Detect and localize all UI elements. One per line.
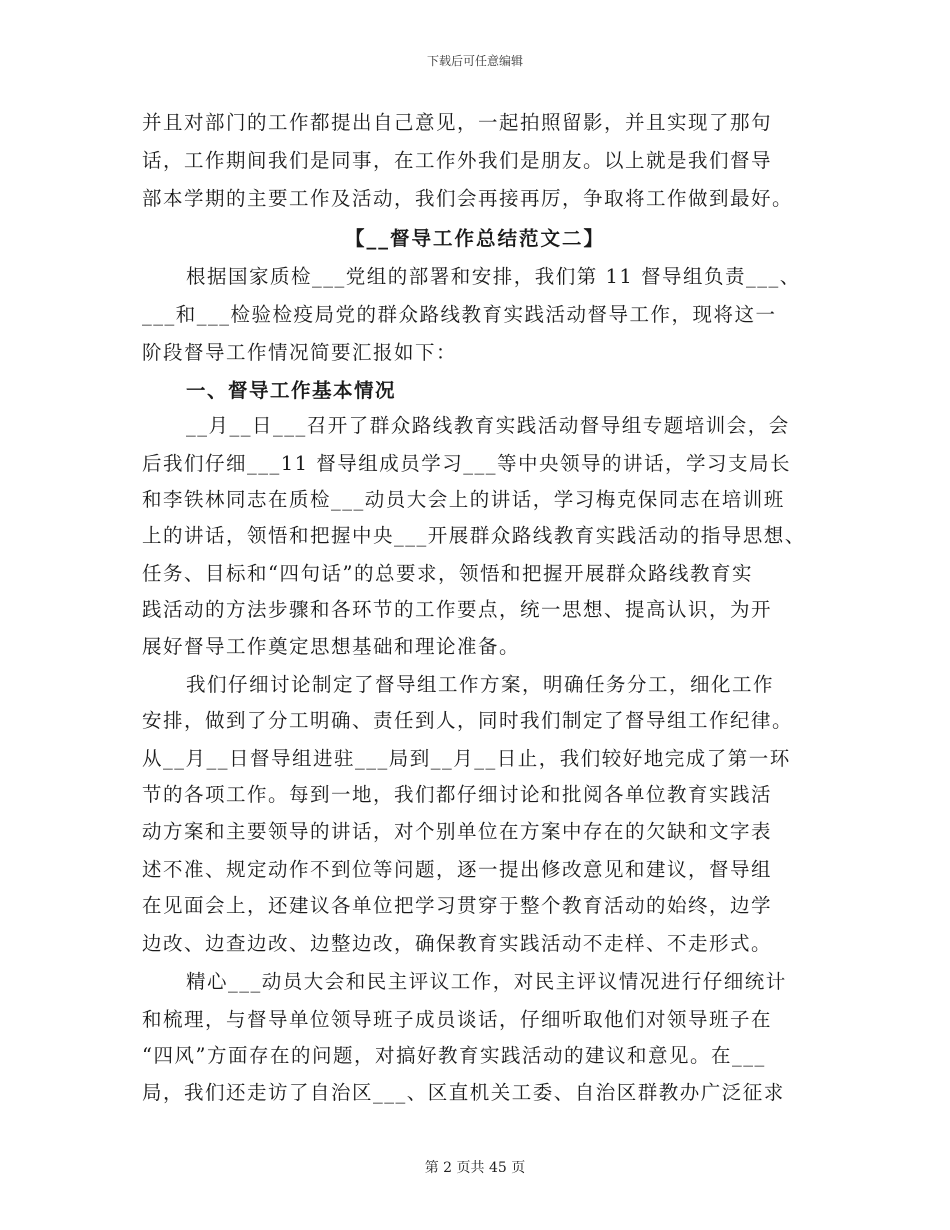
text-line: 任务、目标和“四句话”的总要求，领悟和把握开展群众路线教育实 xyxy=(142,562,753,585)
text-line: 精心___动员大会和民主评议工作，对民主评议情况进行仔细统计 xyxy=(186,970,787,993)
text-line: 上的讲话，领悟和把握中央___开展群众路线教育实践活动的指导思想、 xyxy=(142,524,806,547)
section-title: 【__督导工作总结范文二】 xyxy=(344,227,605,250)
text-line: 节的各项工作。每到一地，我们都仔细讨论和批阅各单位教育实践活 xyxy=(142,783,773,806)
text-line: 动方案和主要领导的讲话，对个别单位在方案中存在的欠缺和文字表 xyxy=(142,820,773,843)
text-line: ___和___检验检疫局党的群众路线教育实践活动督导工作，现将这一 xyxy=(142,303,777,326)
text-line: 在见面会上，还建议各单位把学习贯穿于整个教育活动的始终，边学 xyxy=(142,894,773,917)
text-line: 部本学期的主要工作及活动，我们会再接再厉，争取将工作做到最好。 xyxy=(142,187,794,210)
text-line: 阶段督导工作情况简要汇报如下： xyxy=(142,341,458,364)
page-footer: 第 2 页共 45 页 xyxy=(424,1160,526,1176)
text-line: 安排，做到了分工明确、责任到人，同时我们制定了督导组工作纪律。 xyxy=(142,709,794,732)
text-line: 根据国家质检___党组的部署和安排，我们第 11 督导组负责___、 xyxy=(186,265,801,288)
text-line: 展好督导工作奠定思想基础和理论准备。 xyxy=(142,635,521,658)
text-line: 并且对部门的工作都提出自己意见，一起拍照留影，并且实现了那句 xyxy=(142,111,773,134)
text-line: 述不准、规定动作不到位等问题，逐一提出修改意见和建议，督导组 xyxy=(142,858,773,881)
text-line: 从__月__日督导组进驻___局到__月__日止，我们较好地完成了第一环 xyxy=(142,747,791,770)
text-line: 后我们仔细___11 督导组成员学习___等中央领导的讲话，学习支局长 xyxy=(142,452,792,475)
text-line: 和梳理，与督导单位领导班子成员谈话，仔细听取他们对领导班子在 xyxy=(142,1008,773,1031)
text-line: 践活动的方法步骤和各环节的工作要点，统一思想、提高认识，为开 xyxy=(142,598,773,621)
text-line: 话，工作期间我们是同事，在工作外我们是朋友。以上就是我们督导 xyxy=(142,149,773,172)
text-line: “四风”方面存在的问题，对搞好教育实践活动的建议和意见。在___ xyxy=(142,1044,766,1067)
text-line: 局，我们还走访了自治区___、区直机关工委、自治区群教办广泛征求 xyxy=(142,1081,785,1104)
text-line: 和李铁林同志在质检___动员大会上的讲话，学习梅克保同志在培训班 xyxy=(142,488,785,511)
text-line: 边改、边查边改、边整边改，确保教育实践活动不走样、不走形式。 xyxy=(142,932,773,955)
subsection-heading: 一、督导工作基本情况 xyxy=(186,379,397,402)
text-line: 我们仔细讨论制定了督导组工作方案，明确任务分工，细化工作 xyxy=(186,673,775,696)
page-header: 下载后可任意编辑 xyxy=(426,54,523,68)
text-line: __月__日___召开了群众路线教育实践活动督导组专题培训会，会 xyxy=(186,414,790,437)
